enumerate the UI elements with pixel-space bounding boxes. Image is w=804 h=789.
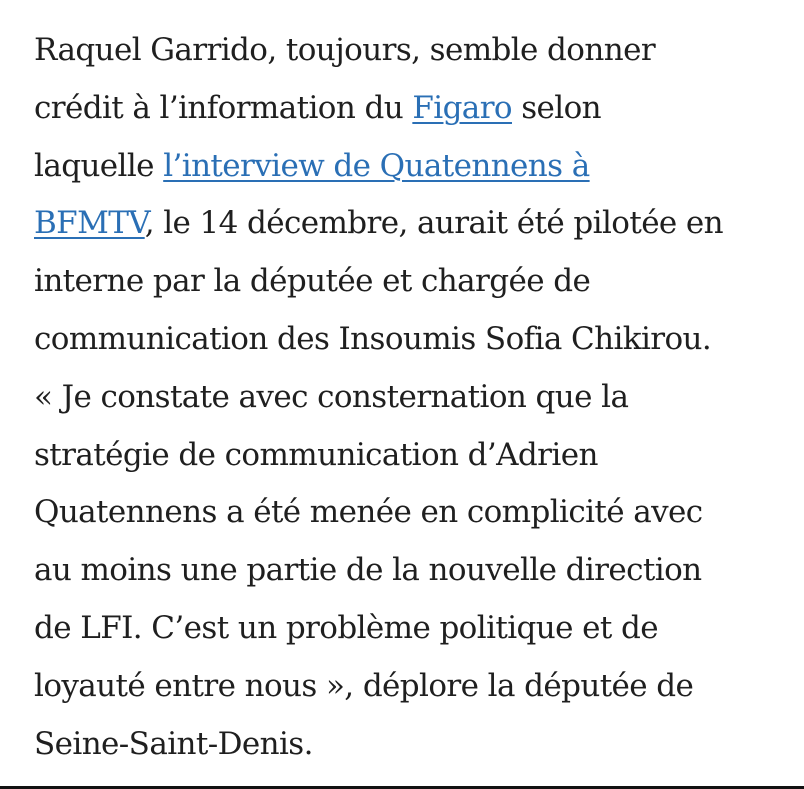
text-segment: communication des Insoumis Sofia Chikirou. xyxy=(34,320,712,357)
text-line xyxy=(34,716,784,774)
text-line xyxy=(34,427,784,485)
text-line xyxy=(34,22,784,80)
text-segment: loyauté entre nous », déplore la députée de xyxy=(34,667,694,704)
text-segment: Raquel Garrido, toujours, semble donner xyxy=(34,32,656,68)
text-line xyxy=(34,369,784,427)
text-line xyxy=(34,80,784,138)
text-line xyxy=(34,311,784,369)
text-line xyxy=(34,658,784,716)
text-segment: de LFI. C’est un problème politique et de xyxy=(34,609,659,646)
text-segment: interne par la députée et chargée de xyxy=(34,263,591,300)
article-paragraph xyxy=(34,22,784,773)
text-segment: crédit à l’information du xyxy=(34,89,413,126)
text-segment: Quatennens a été menée en complicité avec xyxy=(34,494,703,531)
inline-link[interactable]: l’interview de Quatennens à xyxy=(163,147,590,184)
text-line xyxy=(34,195,784,253)
inline-link[interactable]: BFMTV xyxy=(34,205,145,242)
text-segment: stratégie de communication d’Adrien xyxy=(34,436,598,473)
article-body xyxy=(34,22,784,773)
text-segment: Seine-Saint-Denis. xyxy=(34,725,313,762)
text-line xyxy=(34,138,784,196)
inline-link[interactable]: Figaro xyxy=(412,89,512,126)
text-line xyxy=(34,484,784,542)
text-segment: « Je constate avec consternation que la xyxy=(34,378,629,415)
text-line xyxy=(34,600,784,658)
text-segment: selon xyxy=(511,89,602,126)
text-line xyxy=(34,253,784,311)
text-line xyxy=(34,542,784,600)
text-segment: , le 14 décembre, aurait été pilotée en xyxy=(144,205,724,242)
text-segment: laquelle xyxy=(34,147,164,184)
text-segment: au moins une partie de la nouvelle direction xyxy=(34,552,702,589)
